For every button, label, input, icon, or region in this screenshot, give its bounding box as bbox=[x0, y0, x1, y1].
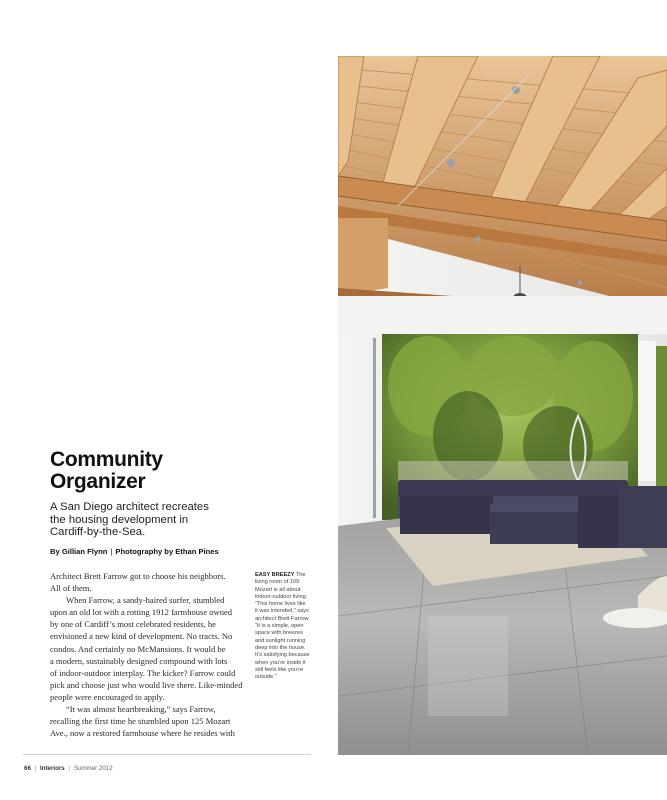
author-credit: By Gillian Flynn bbox=[50, 547, 108, 556]
caption-line: “It is a simple, open bbox=[255, 623, 304, 630]
body-line: of indoor-outdoor interplay. The kicker? Farrow could bbox=[50, 667, 236, 678]
magazine-name: Interiors bbox=[39, 765, 65, 772]
article-body bbox=[50, 570, 244, 739]
page-number: 66 bbox=[24, 765, 31, 772]
byline bbox=[50, 547, 260, 556]
headline-line: Community bbox=[50, 448, 163, 471]
caption-line: when you’re inside it bbox=[255, 659, 306, 666]
caption-line: and sunlight running bbox=[255, 637, 306, 644]
caption-line: living room of 109 bbox=[255, 579, 300, 586]
body-line: by one of Cardiff’s most celebrated residents, he bbox=[50, 619, 216, 630]
body-line: a modern, sustainably designed compound with lots bbox=[50, 655, 228, 666]
page-folio bbox=[24, 765, 113, 772]
body-line: All of them. bbox=[50, 583, 92, 594]
caption-line: architect Brett Farrow. bbox=[255, 615, 310, 622]
folio-divider: | bbox=[68, 765, 71, 772]
body-line: condos. And certainly no McMansions. It would be bbox=[50, 643, 226, 654]
caption-line: it was intended,” says bbox=[255, 608, 309, 615]
photo-credit: Photography by Ethan Pines bbox=[115, 547, 219, 556]
headline-line: Organizer bbox=[50, 470, 146, 493]
body-line: upon an old lot with a rotting 1912 farmhouse owned bbox=[50, 607, 233, 618]
body-line: recalling the first time he stumbled upon 125 Mozart bbox=[50, 716, 231, 727]
deck-line: Cardiff-by-the-Sea. bbox=[50, 526, 146, 538]
caption-line: still feels like you’re bbox=[255, 666, 304, 673]
article-deck bbox=[50, 501, 240, 539]
deck-line: the housing development in bbox=[50, 513, 189, 526]
caption-line: space with breezes bbox=[255, 630, 303, 637]
body-line: envisioned a new kind of development. No tracts. No bbox=[50, 631, 233, 642]
caption-line: Mozart is all about bbox=[255, 586, 301, 593]
caption-line: “This home lives like bbox=[255, 601, 306, 608]
deck-line: A San Diego architect recreates bbox=[50, 501, 209, 513]
body-line: pick and choose just who would live there. Like-minded bbox=[50, 679, 243, 690]
body-line: people were encouraged to apply. bbox=[50, 691, 165, 702]
issue-date: Summer 2012 bbox=[73, 765, 113, 772]
body-line: Architect Brett Farrow got to choose his neighbors. bbox=[50, 571, 226, 581]
caption-line: indoor-outdoor living. bbox=[255, 593, 308, 600]
article-headline bbox=[50, 449, 250, 493]
caption-line: The bbox=[295, 572, 306, 578]
folio-divider: | bbox=[34, 765, 37, 772]
footer-rule bbox=[23, 754, 311, 755]
caption-line: deep into the house. bbox=[255, 644, 306, 651]
byline-separator: | bbox=[110, 547, 113, 556]
body-line: Ave., now a restored farmhouse where he resides with bbox=[50, 728, 235, 739]
caption-line: It’s satisfying because bbox=[255, 652, 310, 659]
caption-lead: EASY BREEZY bbox=[255, 572, 295, 578]
body-line: When Farrow, a sandy-haired surfer, stumbled bbox=[66, 595, 225, 606]
caption-line: outside.” bbox=[255, 674, 277, 681]
body-line: “It was almost heartbreaking,” says Farrow, bbox=[66, 704, 216, 715]
photo-caption bbox=[255, 572, 315, 681]
living-room-photo bbox=[338, 56, 667, 755]
